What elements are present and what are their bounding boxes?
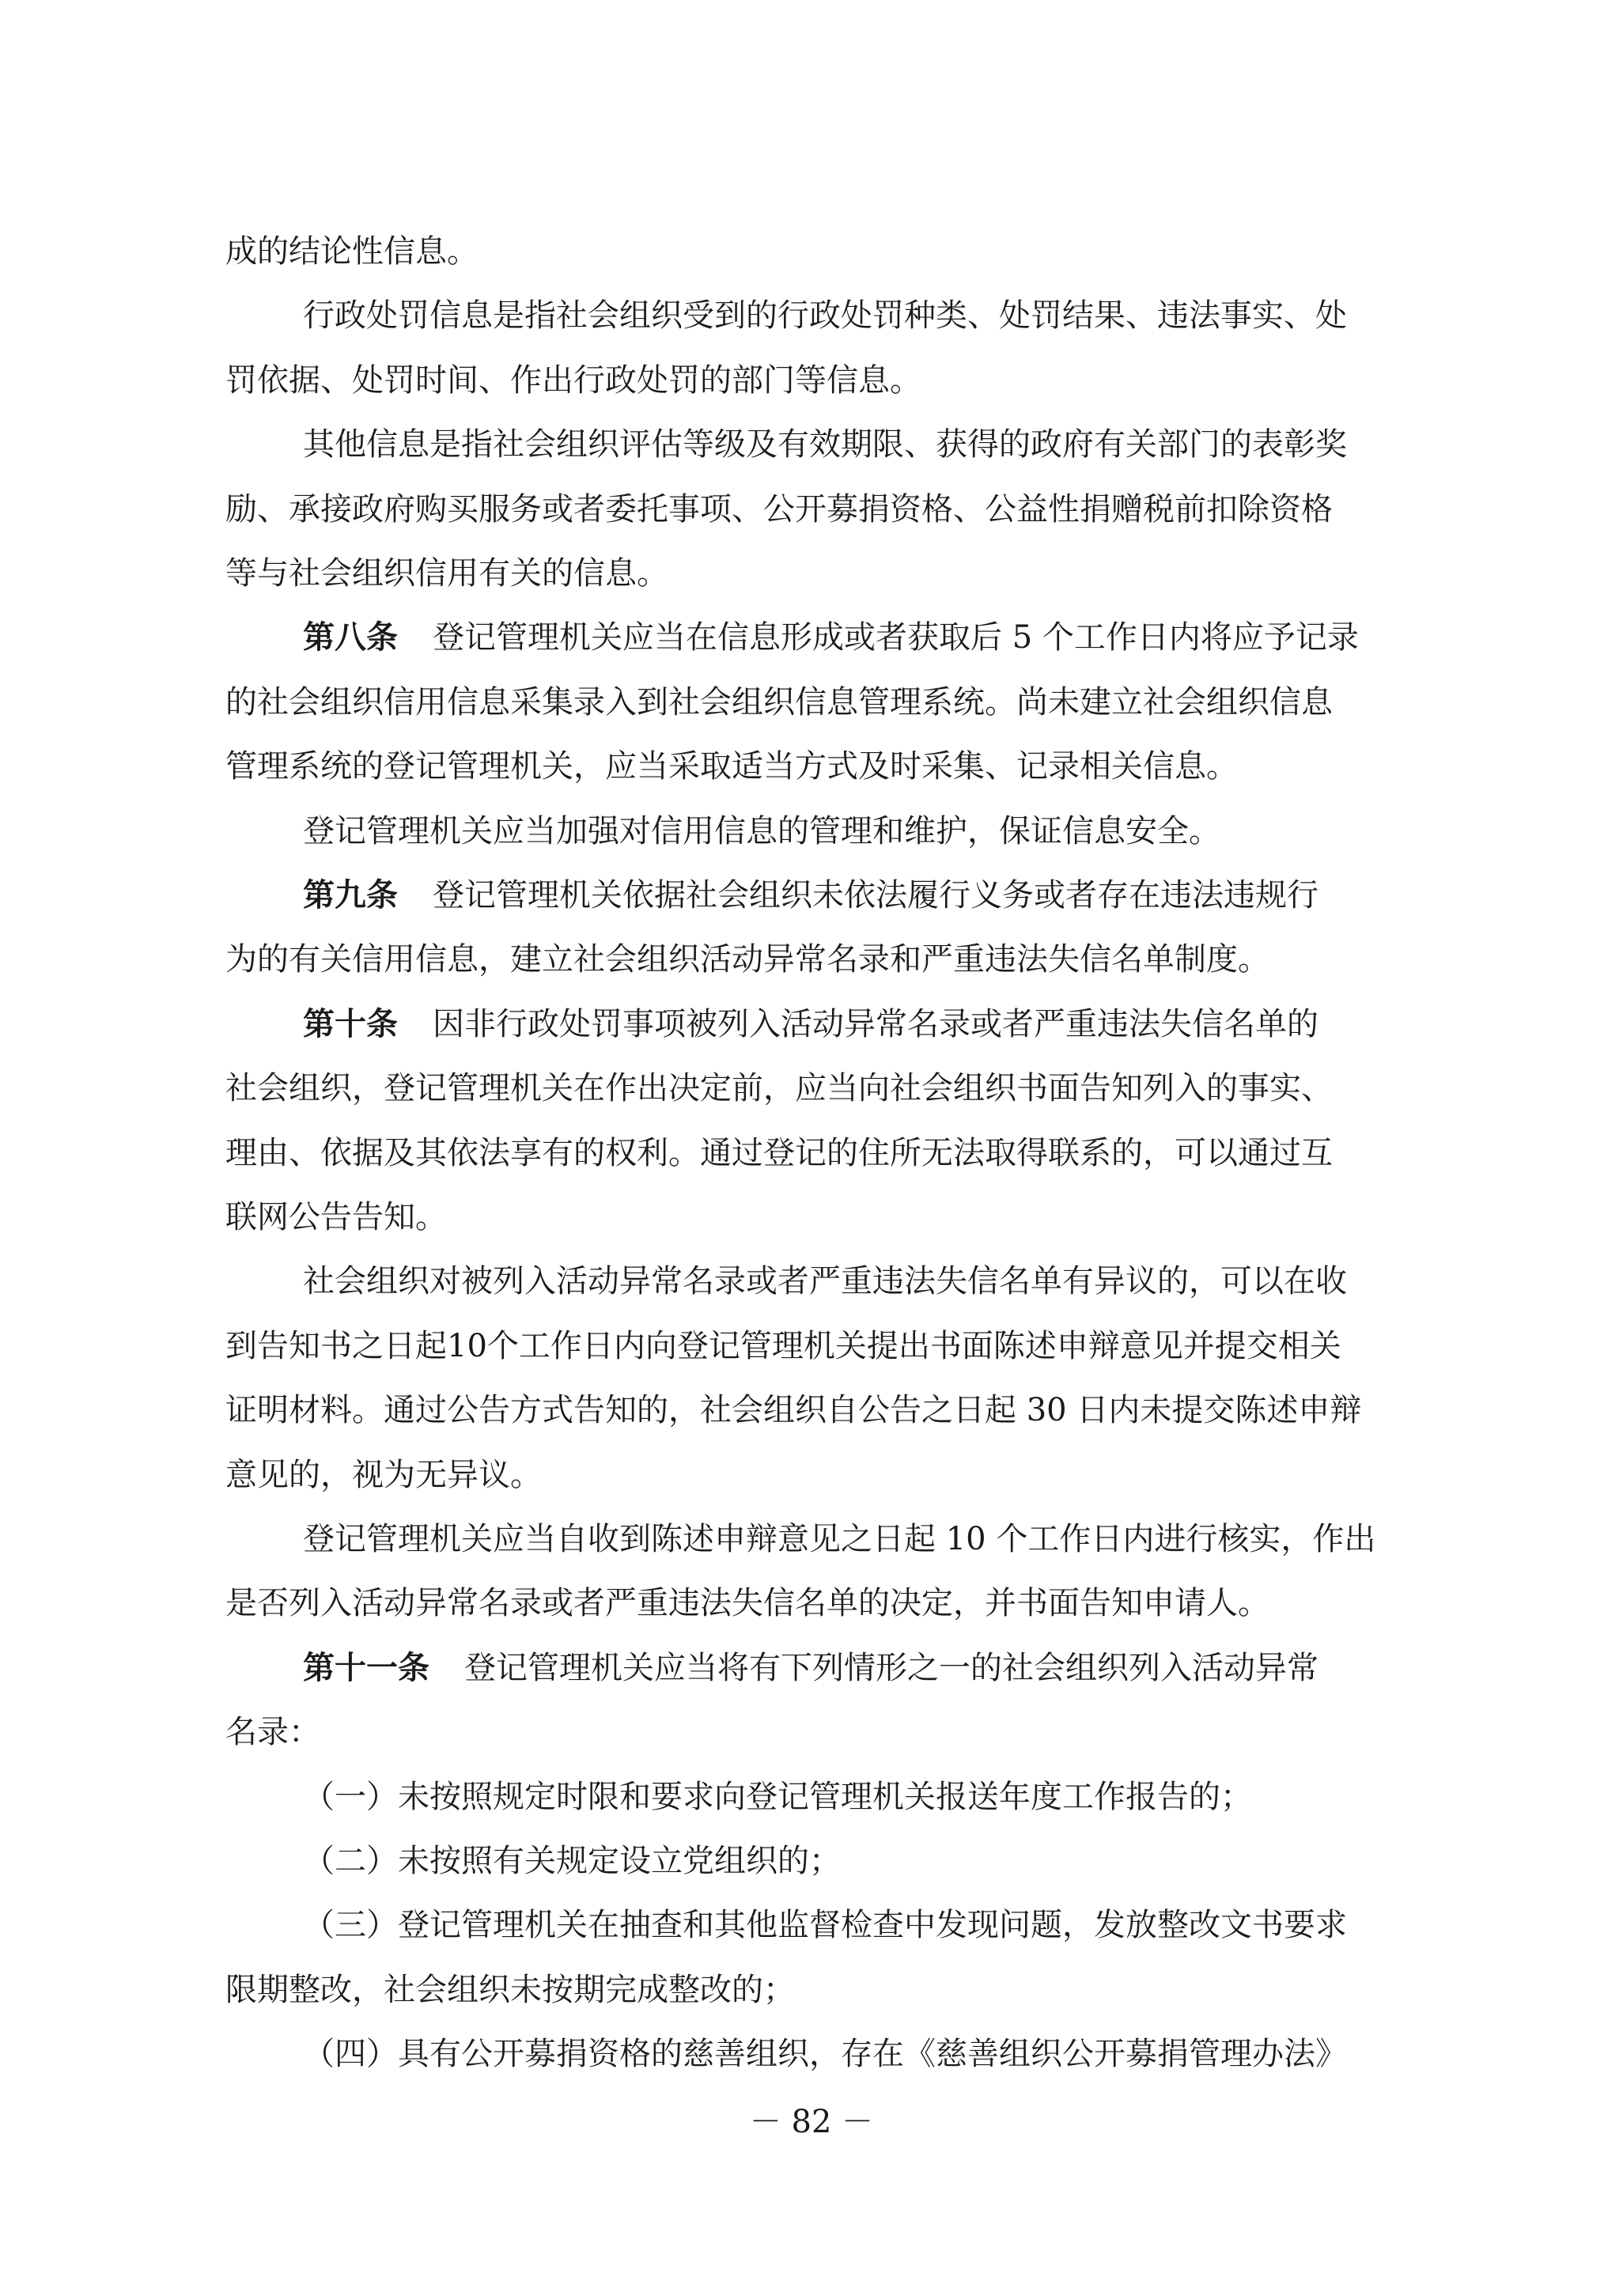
list-item: （三）登记管理机关在抽查和其他监督检查中发现问题，发放整改文书要求: [303, 1907, 1347, 1943]
article-line: 第九条 登记管理机关依据社会组织未依法履行义务或者存在违法违规行: [303, 877, 1318, 913]
text-line: 行政处罚信息是指社会组织受到的行政处罚种类、处罚结果、违法事实、处: [303, 297, 1347, 334]
text-line: 联网公告告知。: [225, 1199, 447, 1235]
text-line: 为的有关信用信息，建立社会组织活动异常名录和严重违法失信名单制度。: [225, 941, 1269, 978]
article-line: 第十条 因非行政处罚事项被列入活动异常名录或者严重违法失信名单的: [303, 1006, 1318, 1042]
text-line: 励、承接政府购买服务或者委托事项、公开募捐资格、公益性捐赠税前扣除资格: [225, 491, 1333, 528]
text-line: 的社会组织信用信息采集录入到社会组织信息管理系统。尚未建立社会组织信息: [225, 684, 1333, 721]
text-line: 限期整改，社会组织未按期完成整改的；: [225, 1972, 795, 2008]
text-line: 成的结论性信息。: [225, 233, 479, 270]
article-heading: 第十条: [303, 1006, 398, 1042]
list-item: （一）未按照规定时限和要求向登记管理机关报送年度工作报告的；: [303, 1779, 1252, 1815]
text-line: 罚依据、处罚时间、作出行政处罚的部门等信息。: [225, 362, 921, 399]
text-line: 意见的，视为无异议。: [225, 1457, 542, 1493]
list-item: （二）未按照有关规定设立党组织的；: [303, 1843, 841, 1879]
text-line: 证明材料。通过公告方式告知的，社会组织自公告之日起 30 日内未提交陈述申辩: [225, 1392, 1362, 1428]
list-item: （四）具有公开募捐资格的慈善组织，存在《慈善组织公开募捐管理办法》: [303, 2036, 1347, 2072]
text-line: 其他信息是指社会组织评估等级及有效期限、获得的政府有关部门的表彰奖: [303, 426, 1347, 463]
text-line: 名录：: [225, 1714, 320, 1750]
article-line: 第八条 登记管理机关应当在信息形成或者获取后 5 个工作日内将应予记录: [303, 619, 1359, 656]
text-line: 到告知书之日起10个工作日内向登记管理机关提出书面陈述申辩意见并提交相关: [225, 1328, 1341, 1364]
text-line: 社会组织对被列入活动异常名录或者严重违法失信名单有异议的，可以在收: [303, 1263, 1347, 1299]
text-line: 理由、依据及其依法享有的权利。通过登记的住所无法取得联系的，可以通过互: [225, 1135, 1333, 1171]
article-heading: 第十一条: [303, 1650, 429, 1686]
article-line: 第十一条 登记管理机关应当将有下列情形之一的社会组织列入活动异常: [303, 1650, 1318, 1686]
article-heading: 第八条: [303, 619, 398, 656]
text-line: 登记管理机关应当自收到陈述申辩意见之日起 10 个工作日内进行核实，作出: [303, 1521, 1376, 1557]
text-line: 是否列入活动异常名录或者严重违法失信名单的决定，并书面告知申请人。: [225, 1585, 1269, 1621]
page-number: － 82 －: [749, 2104, 874, 2140]
text-line: 社会组织，登记管理机关在作出决定前，应当向社会组织书面告知列入的事实、: [225, 1070, 1333, 1106]
text-line: 管理系统的登记管理机关，应当采取适当方式及时采集、记录相关信息。: [225, 748, 1238, 785]
text-line: 登记管理机关应当加强对信用信息的管理和维护，保证信息安全。: [303, 813, 1220, 849]
article-heading: 第九条: [303, 877, 398, 913]
text-line: 等与社会组织信用有关的信息。: [225, 555, 668, 592]
